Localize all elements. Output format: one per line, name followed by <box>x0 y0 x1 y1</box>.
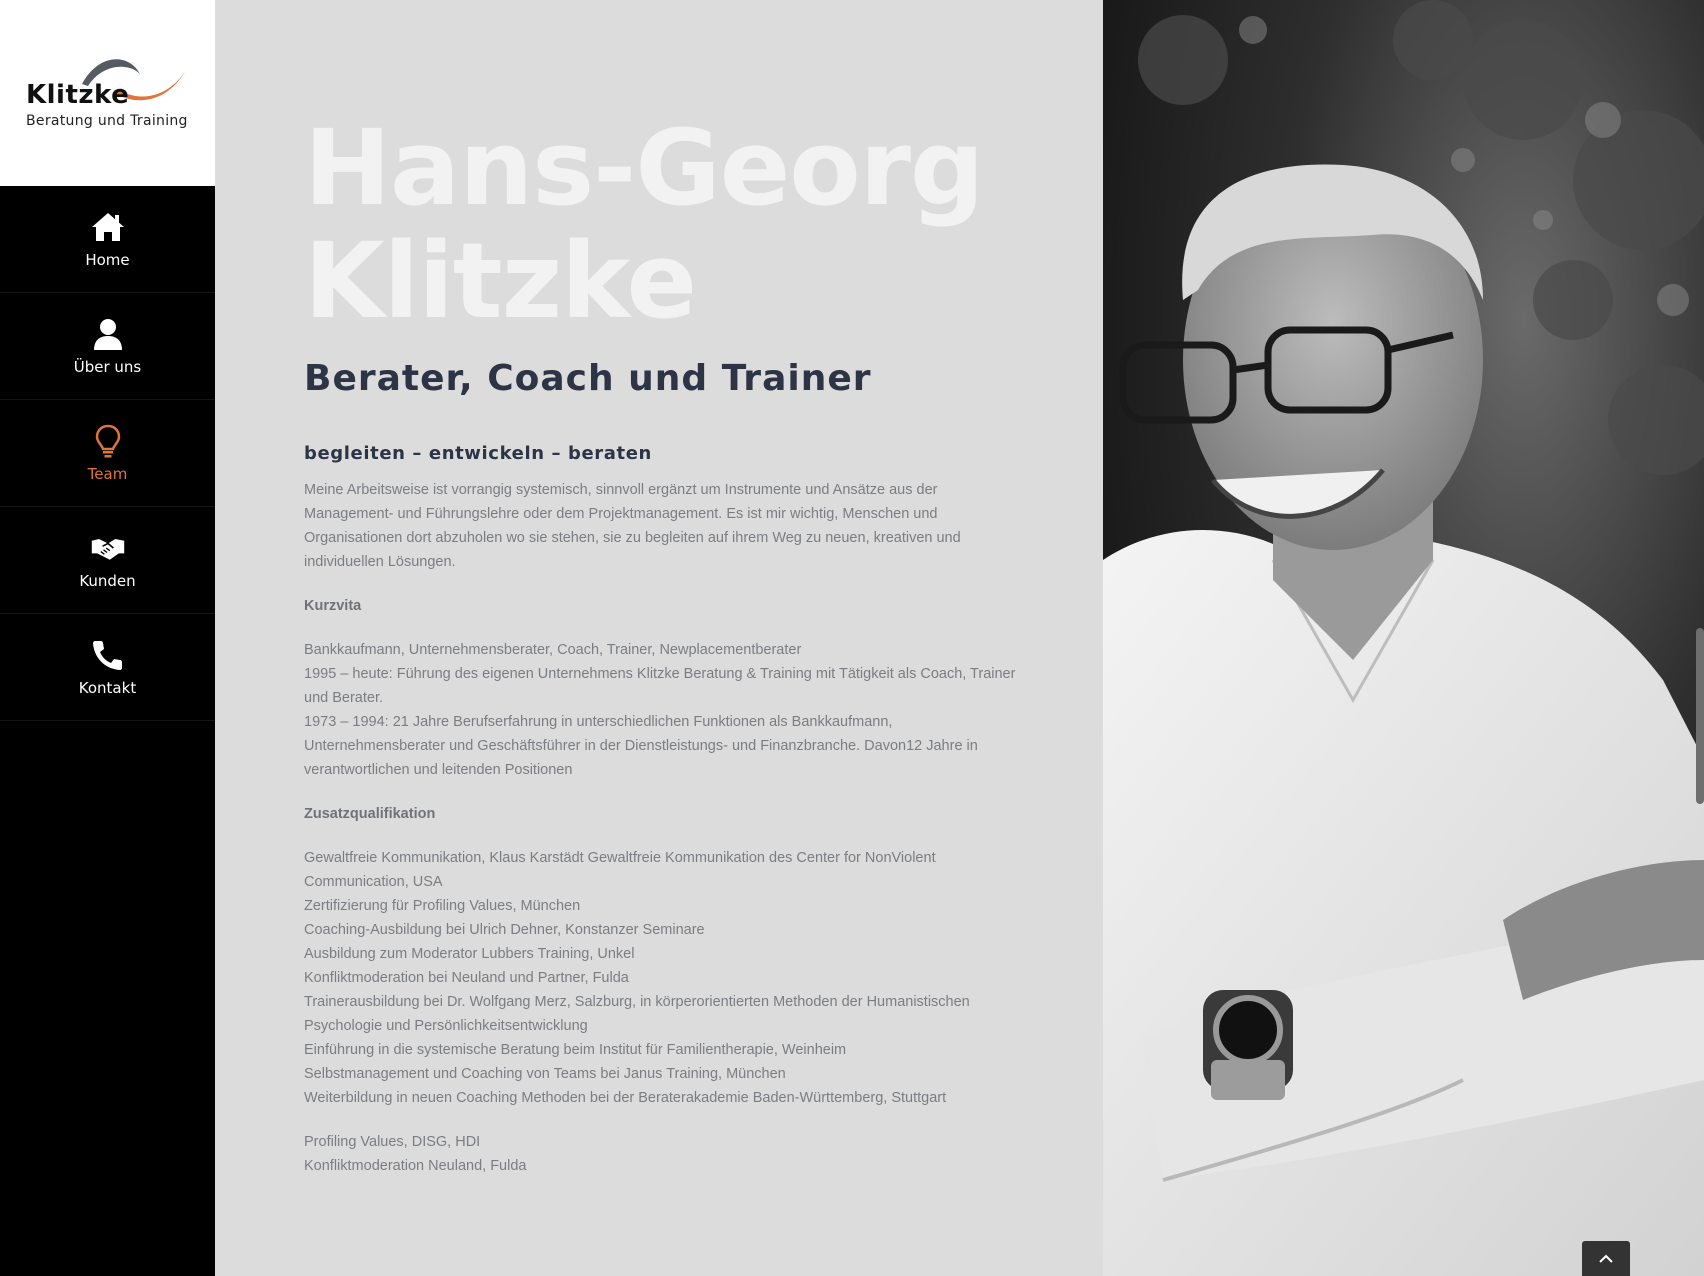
nav-item-label: Home <box>85 251 130 269</box>
list-item: Bankkaufmann, Unternehmensberater, Coach, Trainer, Newplacementberater <box>304 642 802 658</box>
list-item: Profiling Values, DISG, HDI <box>304 1134 481 1150</box>
page-subtitle: Berater, Coach und Trainer <box>304 358 872 399</box>
kurzvita-list <box>304 638 1024 782</box>
zusatz-list <box>304 846 1024 1110</box>
portrait-photo <box>1103 0 1704 1276</box>
phone-icon <box>90 637 126 673</box>
lizenzen-list <box>304 1130 1024 1178</box>
home-icon <box>90 209 126 245</box>
list-item: Einführung in die systemische Beratung beim Institut für Familientherapie, Weinheim <box>304 1042 847 1058</box>
nav-item-team[interactable] <box>0 400 215 507</box>
nav-item-label: Team <box>87 465 128 483</box>
list-item: Konfliktmoderation bei Neuland und Partner, Fulda <box>304 970 629 986</box>
sidebar <box>0 0 215 1276</box>
main-nav <box>0 186 215 721</box>
list-item: 1973 – 1994: 21 Jahre Berufserfahrung in unterschiedlichen Funktionen als Bankkaufmann, Unternehmensberater und Geschäftsführer in der Dienstleistungs- und Finanzbranche. Davon12 Jahre in verantwortlichen und leitenden Positionen <box>304 714 978 778</box>
list-item: 1995 – heute: Führung des eigenen Unternehmens Klitzke Beratung & Training mit Tätigkeit als Coach, Trainer und Berater. <box>304 666 1016 706</box>
nav-item-label: Über uns <box>73 358 142 376</box>
intro-paragraph: Meine Arbeitsweise ist vorrangig systemisch, sinnvoll ergänzt um Instrumente und Ansätze aus der Management- und Führungslehre oder dem Projektmanagement. Es ist mir wichtig, Menschen und Organisationen dort abzuholen wo sie stehen, sie zu begleiten auf ihrem Weg zu neuen, kreativen und individuellen Lösungen. <box>304 482 961 570</box>
list-item: Gewaltfreie Kommunikation, Klaus Karstädt Gewaltfreie Kommunikation des Center for NonViolent Communication, USA <box>304 850 936 890</box>
nav-item-kunden[interactable] <box>0 507 215 614</box>
kurzvita-heading: Kurzvita <box>304 598 362 614</box>
main-content <box>215 0 1103 1276</box>
tagline: begleiten – entwickeln – beraten <box>304 443 652 464</box>
list-item: Konfliktmoderation Neuland, Fulda <box>304 1158 527 1174</box>
name-line-2: Klitzke <box>304 220 697 342</box>
logo[interactable] <box>0 0 215 186</box>
handshake-icon <box>90 530 126 566</box>
chevron-up-icon <box>1598 1254 1614 1264</box>
scrollbar-thumb[interactable] <box>1696 628 1704 804</box>
user-icon <box>90 316 126 352</box>
list-item: Weiterbildung in neuen Coaching Methoden bei der Beraterakademie Baden-Württemberg, Stuttgart <box>304 1090 947 1106</box>
portrait-illustration <box>1103 0 1704 1276</box>
list-item: Coaching-Ausbildung bei Ulrich Dehner, Konstanzer Seminare <box>304 922 705 938</box>
scroll-to-top-button[interactable] <box>1582 1241 1630 1276</box>
lightbulb-icon <box>90 423 126 459</box>
list-item: Trainerausbildung bei Dr. Wolfgang Merz, Salzburg, in körperorientierten Methoden der Humanistischen Psychologie und Persönlichkeitsentwicklung <box>304 994 970 1034</box>
name-line-1: Hans-Georg <box>304 107 984 229</box>
list-item: Ausbildung zum Moderator Lubbers Training, Unkel <box>304 946 635 962</box>
zusatz-heading: Zusatzqualifikation <box>304 806 436 822</box>
list-item: Selbstmanagement und Coaching von Teams bei Janus Training, München <box>304 1066 786 1082</box>
logo-subtitle: Beratung und Training <box>26 113 188 129</box>
nav-item-home[interactable] <box>0 186 215 293</box>
logo-name: Klitzke <box>26 80 130 110</box>
list-item: Zertifizierung für Profiling Values, München <box>304 898 581 914</box>
profile-content <box>304 107 1024 1178</box>
nav-item-label: Kunden <box>79 572 136 590</box>
nav-item-ueber-uns[interactable] <box>0 293 215 400</box>
page-title <box>304 107 1024 342</box>
nav-item-label: Kontakt <box>78 679 137 697</box>
nav-item-kontakt[interactable] <box>0 614 215 721</box>
